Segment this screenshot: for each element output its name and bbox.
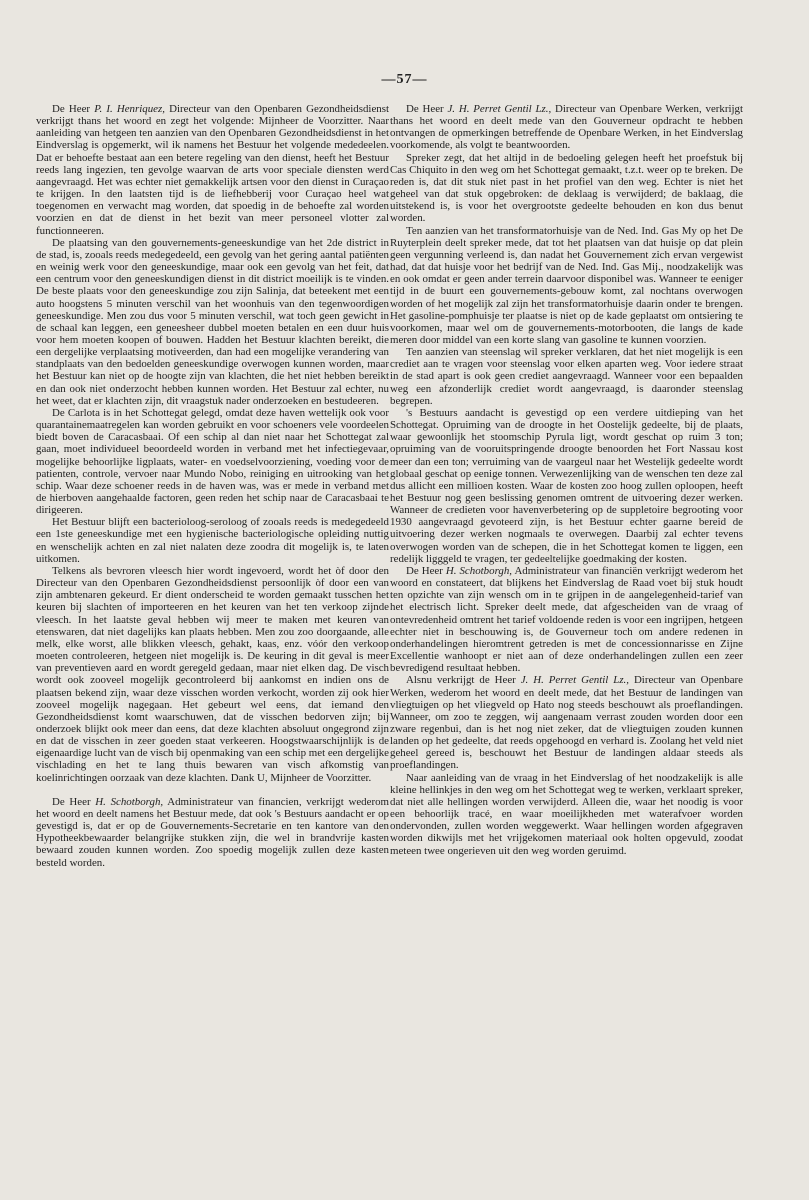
paragraph (36, 237, 389, 407)
paragraph (390, 103, 743, 152)
paragraph (36, 796, 389, 869)
paragraph-text: De Heer (52, 103, 95, 115)
paragraph-text: De Heer (52, 795, 96, 808)
paragraph-text: De Carlota is in het Schottegat gelegd, omdat deze haven wettelijk ook voor quarantainemaatregelen kan worden gebruikt en voor schoeners vele voordeelen biedt boven de Caracasbaai. Of een schip al dan niet naar het Schottegat zal gaan, moet individueel beoordeeld worden in verband met het infectiegevaar, mogelijke behoorlijke ligplaats, water- en voedselvoorziening, voeding voor de patienten, controle, vervoer naar Mundo Nobo, reiniging en uitrooking van het schip. Waar deze schoener reeds in de haven was, was er mede in verband met de hierboven aangehaalde factoren, geen reden het schip naar de Caracasbaai te dirigeeren. (36, 406, 389, 517)
paragraph-text: De plaatsing van den gouvernements-geneeskundige van het 2de district in de stad, is, zooals reeds medegedeeld, een gevolg van het gering aantal patiënten en weinig werk voor den geneeskundige, maar ook een gevolg van het feit, dat een centrum voor den geneeskundigen dienst in dit district moeilijk is te vinden. De beste plaats voor den geneeskundige zou zijn Salinja, dat beteekent met een auto hoogstens 5 minuten verschil van het woonhuis van den tegenwoordigen geneeskundige. Men zou dus voor 5 minuten verschil, wat toch geen gewicht in de schaal kan leggen, een geneesheer dubbel moeten betalen en een duur huis voor hem moeten koopen of bouwen. Hadden het Bestuur klachten bereikt, die een dergelijke verplaatsing motiveerden, dan had een mogelijke verandering van standplaats van den bedoelden geneeskundige overwogen kunnen worden, maar het Bestuur kan niet op de hoogte zijn van klachten, die het niet hebben bereikt en dan ook niet onderzocht hebben kunnen worden. Het Bestuur zal echter, nu het weet, dat er klachten zijn, dit vraagstuk nader onderzoeken en bestudeeren. (36, 236, 389, 407)
paragraph-text: Ten aanzien van het transformatorhuisje van de Ned. Ind. Gas My op het De Ruyterplein deelt spreker mede, dat tot het plaatsen van dat huisje op dat plein geen vergunning verleend is, dan nadat het Gouvernement zich ervan vergewist had, dat dat huisje voor het bedrijf van de Ned. Ind. Gas Mij., noodzakelijk was en ook omdat er geen ander terrein daarvoor disponibel was. Wanneer te eeniger tijd in de buurt een gouvernements-gebouw komt, zal nochtans overwogen worden of het mogelijk zal zijn het transformatorhuisje daarin onder te brengen. Het gasoline-pomphuisje ter plaatse is niet op de kade geplaatst om ontsiering te voorkomen, maar wel om de gouvernements-motorbooten, die langs de kade meren door middel van een korte slang van gasoline te kunnen voorzien. (390, 224, 743, 346)
paragraph (390, 346, 743, 407)
paragraph-text: 's Bestuurs aandacht is gevestigd op een verdere uitdieping van het Schottegat. Opruiming van de droogte in het Oostelijk gedeelte, bij de plaats, waar gewoonlijk het stoomschip Pyrula ligt, wordt geschat op ruim 3 ton; opruiming van de vooruitspringende droogte benoorden het Fort Nassau kost meer dan een ton; verruiming van de vaargeul naar het Westelijk gedeelte wordt globaal geschat op eenige tonnen. Verwezenlijking van de wenschen ten deze zal dus allicht een millioen kosten. Waar de kosten zoo hoog zullen oploopen, heeft het Bestuur nog geen beslissing genomen omtrent de uitvoering dezer werken. Wanneer de credieten voor havenverbetering op de suppletoire begrooting voor 1930 aangevraagd gevoteerd zijn, is het Bestuur echter gaarne bereid de uitvoering dezer werken nogmaals te overwegen. Daarbij zal echter tevens overwogen worden van de schepen, die in het Schottegat komen te liggen, een redelijk ligggeld te vragen, ter gedeeltelijke goedmaking der kosten. (390, 406, 743, 565)
speaker-name: H. Schotborgh, (95, 795, 164, 808)
left-column (36, 103, 389, 869)
paragraph-text: Directeur van den Openbaren Gezondheidsdienst verkrijgt thans het woord en zegt het volgende: Mijnheer de Voorzitter. Naar aanleiding van hetgeen ten aanzien van den Openbaren Gezondheidsdienst in het Eindverslag is opgemerkt, wil ik namens het Bestuur het volgende mededeelen. Dat er behoefte bestaat aan een betere regeling van den dienst, heeft het Bestuur reeds lang ingezien, ten gevolge waarvan de arts voor speciale diensten werd aangevraagd. Het was echter niet gemakkelijk artsen voor den dienst in Curaçao te krijgen. In den laatsten tijd is de liefhebberij voor Curaçao heel wat toegenomen en verwacht mag worden, dat spoedig in de behoefte zal worden voorzien en dat de dienst in het bezit van meer personeel vlotter zal functionneeren. (36, 103, 389, 237)
paragraph (390, 152, 743, 225)
paragraph (390, 565, 743, 674)
paragraph (36, 407, 389, 516)
paragraph-text: Alsnu verkrijgt de Heer (406, 674, 521, 687)
speaker-name: J. H. Perret Gentil Lz., (447, 103, 552, 115)
paragraph (36, 565, 389, 784)
speaker-name: J. H. Perret Gentil Lz., (520, 674, 629, 687)
paragraph (390, 674, 743, 771)
page-number: —57— (381, 72, 428, 87)
speaker-name: H. Schotborgh, (445, 564, 513, 577)
speaker-name: P. I. Henriquez, (94, 103, 165, 115)
paragraph-text: Ten aanzien van steenslag wil spreker verklaren, dat het niet mogelijk is een crediet aan te vragen voor steenslag voor elken aparten weg. Voor iedere straat in de stad apart is ook geen crediet aangevraagd. Wanneer voor een bepaalden weg een afzonderlijk crediet wordt aangevraagd, is daaronder steenslag begrepen. (390, 346, 743, 407)
paragraph-text: Administrateur van financien, verkrijgt wederom het woord en deelt namens het Bestuur mede, dat ook 's Bestuurs aandacht er op gevestigd is, dat er op de Gouvernements-Secretarie en ten kantore van den Hypotheekbewaarder belangrijke stukken zijn, die wel in brandvrije kasten bewaard zouden kunnen worden. Zoo spoedig mogelijk zullen deze kasten besteld worden. (36, 795, 389, 869)
paragraph-text: Telkens als bevroren vleesch hier wordt ingevoerd, wordt het òf door den Directeur van den Openbaren Gezondheidsdienst persoonlijk òf door een van zijn ambtenaren gekeurd. Er dient onderscheid te worden gemaakt tusschen het keuren bij slachten of importeeren en het keuren van het ten verkoop zijnde vleesch. In het laatste geval hebben wij meer te maken met keuren van etenswaren, dat niet dagelijks kan plaats hebben. Men zou zoo doorgaande, alle melk, elke worst, alle blikken vleesch, gehakt, kaas, enz. vóór den verkoop moeten controleeren, hetgeen niet mogelijk is. De keuring in dit geval is meer van preventieven aard en wordt geregeld gedaan, maar niet elken dag. De visch wordt ook zooveel mogelijk gecontroleerd bij aankomst en indien ons de plaatsen bekend zijn, waar deze visschen worden verkocht, worden zij ook hier zooveel mogelijk nagegaan. Het gebeurt wel eens, dat iemand den Gezondheidsdienst komt waarschuwen, dat de visschen bedorven zijn; bij onderzoek blijkt ook meer dan eens, dat deze klachten absoluut ongegrond zijn en dat de visschen in zeer goeden staat verkeeren. Hoogstwaarschijnlijk is de eigenaardige lucht van de visch bij openmaking van een schip met een dergelijke vischlading en het te lang thuis bewaren van visch afkomstig van koelinrichtingen oorzaak van deze klachten. Dank U, Mijnheer de Voorzitter. (36, 564, 390, 784)
paragraph-text: De Heer (406, 103, 448, 115)
paragraph (390, 225, 743, 347)
paragraph (390, 772, 743, 857)
paragraph-text: Directeur van Openbare Werken, wederom het woord en deelt mede, dat het Bestuur de landingen van vliegtuigen op het vliegveld op Hato nog steeds beschouwt als proeflandingen. Wanneer, om zoo te zeggen, wij aangenaam verrast zouden worden door een zware regenbui, dan is het nog niet zeker, dat de vliegtuigen zouden kunnen landen op het gedeelte, dat reeds opgehoogd en verhard is. Zoolang het veld niet geheel gereed is, beschouwt het Bestuur de landingen aldaar steeds als proeflandingen. (390, 674, 743, 772)
paragraph (36, 516, 389, 565)
paragraph-text: Directeur van Openbare Werken, verkrijgt thans het woord en deelt mede van den Gouverneur opdracht te hebben ontvangen de opmerkingen betreffende de Openbare Werken, in het Eindverslag voorkomende, als volgt te beantwoorden. (390, 103, 743, 152)
paragraph-text: Administrateur van financiën verkrijgt wederom het woord en constateert, dat blijkens het Eindverslag de Raad voet bij stuk houdt ten opzichte van zijn wensch om in te grijpen in de aangelegenheid-tarief van het electrisch licht. Spreker deelt mede, dat afgescheiden van de vraag of ontevredenheid omtrent het tarief voldoende reden is voor een ingrijpen, hetgeen echter niet in beschouwing is, de Gouverneur toch om andere redenen in onderhandelingen hieromtrent getreden is met de concessionnarisse en Zijne Excellentie wanhoopt er niet aan of deze onderhandelingen zullen een zeer bevredigend resultaat hebben. (390, 564, 743, 675)
paragraph-text: Naar aanleiding van de vraag in het Eindverslag of het noodzakelijk is alle kleine hellinkjes in den weg om het Schottegat weg te werken, verklaart spreker, dat niet alle hellingen worden verwijderd. Alleen die, waar het noodig is voor een behoorlijk tracé, en waar moeilijkheden met waterafvoer worden ondervonden, zullen worden weggewerkt. Waar hellingen worden afgegraven worden dikwijls met het vrijgekomen materiaal ook holten opgevuld, zoodat meteen twee ongerieven uit den weg worden geruimd. (390, 771, 743, 857)
paragraph-text: Het Bestuur blijft een bacterioloog-seroloog of zooals reeds is medegedeeld een 1ste geneeskundige met een hygienische bacteriologische opleiding nuttig en wenschelijk achten en zal niet nalaten deze zoodra dit mogelijk is, te laten uitkomen. (36, 516, 389, 565)
paragraph (390, 407, 743, 565)
paragraph (36, 103, 389, 237)
paragraph-text: De Heer (406, 564, 446, 577)
paragraph-text: Spreker zegt, dat het altijd in de bedoeling gelegen heeft het proefstuk bij Cas Chiquito in den weg om het Schottegat gemaakt, t.z.t. weer op te breken. De reden is, dat dit stuk niet past in het profiel van den weg. Echter is niet het geheel van dat stuk opgebroken: de deklaag is verwijderd; de baklaag, die uitstekend is, is voor het overgrootste gedeelte behouden en kon dus benut worden. (390, 151, 743, 225)
right-column (390, 103, 743, 857)
